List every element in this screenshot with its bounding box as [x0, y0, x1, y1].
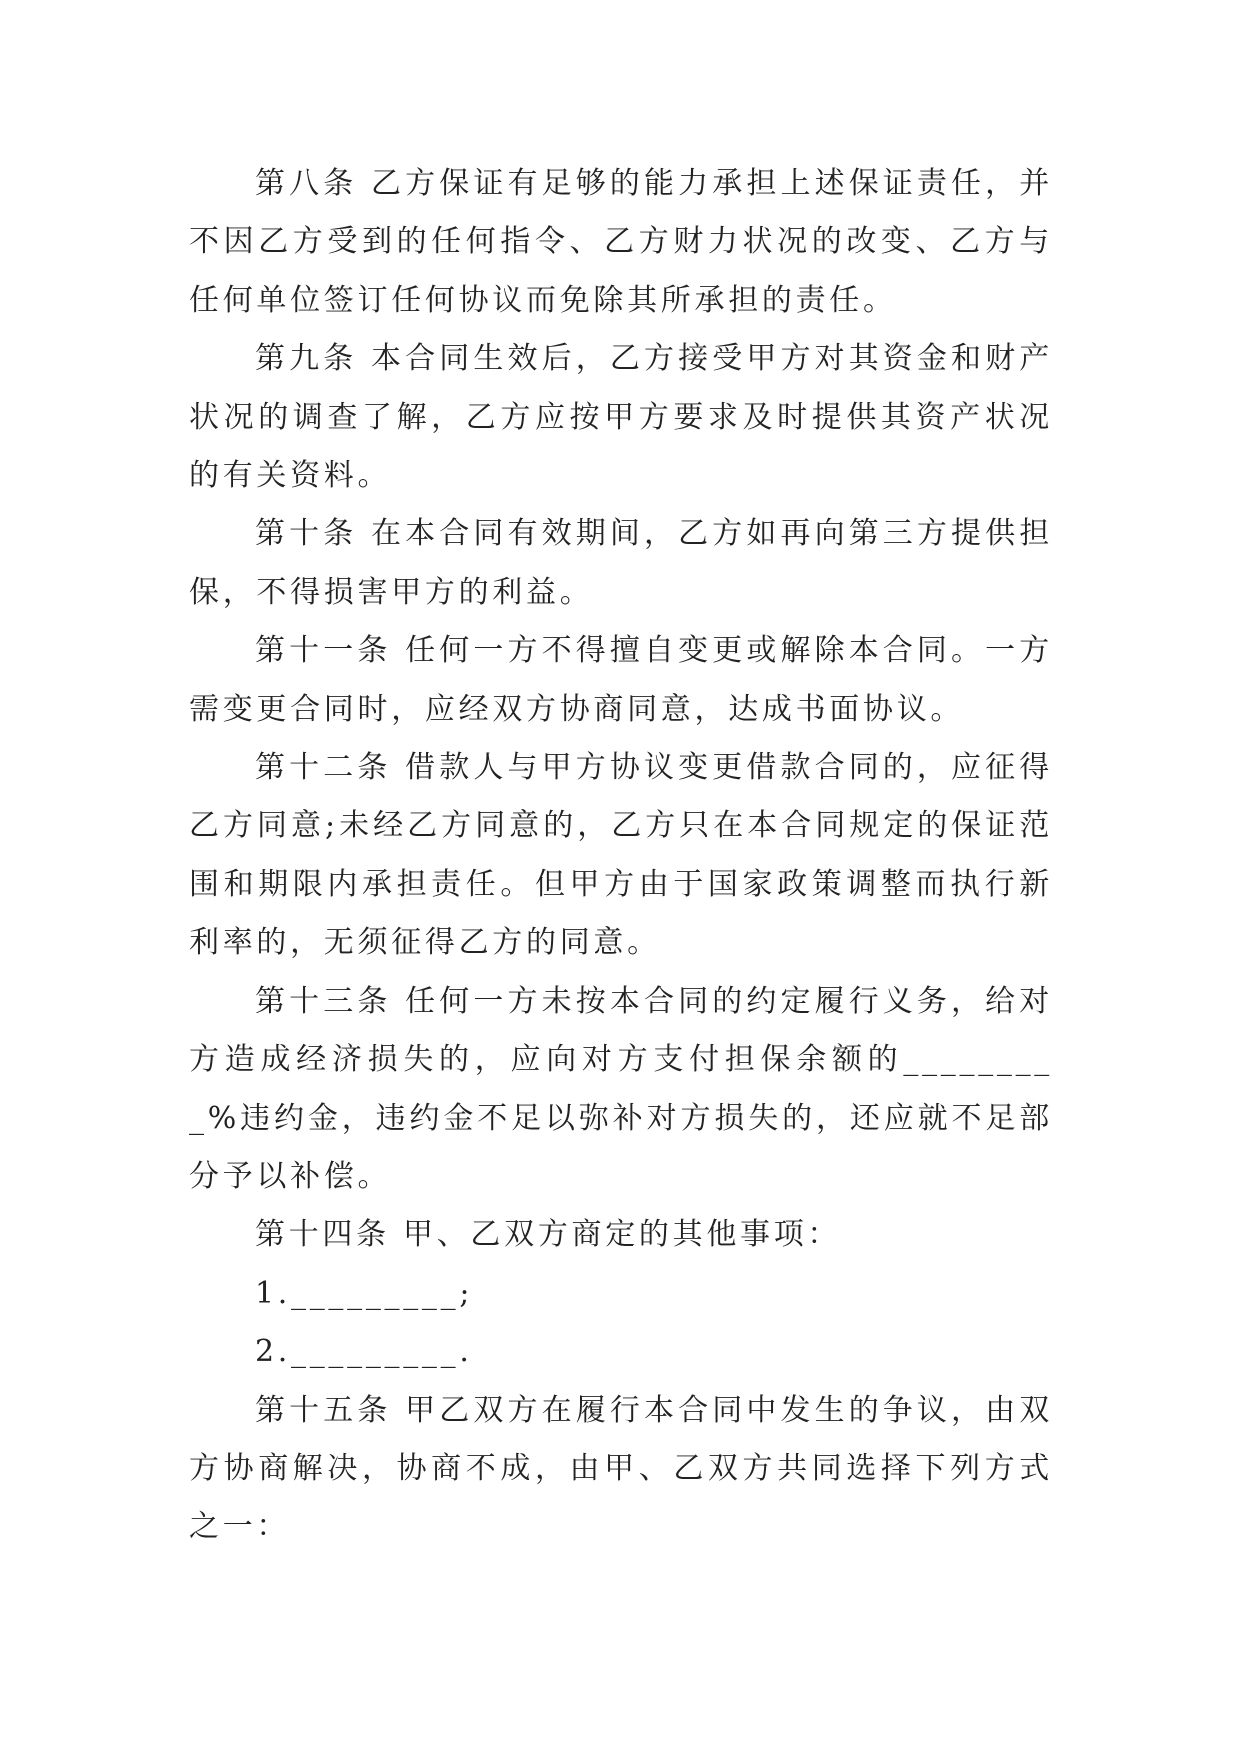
- document-body: [189, 155, 1053, 1557]
- list-item-1: 1._________;: [255, 1275, 474, 1311]
- article-14-paragraph: 第十四条 甲、乙双方商定的其他事项：: [255, 1217, 842, 1253]
- list-item-2: 2._________.: [255, 1334, 473, 1370]
- article-15-paragraph: 第十五条 甲乙双方在履行本合同中发生的争议，由双方协商解决，协商不成，由甲、乙双方共同选择下列方式之一：: [189, 1392, 1053, 1545]
- article-9-paragraph: 第九条 本合同生效后，乙方接受甲方对其资金和财产状况的调查了解，乙方应按甲方要求及时提供其资产状况的有关资料。: [189, 341, 1053, 494]
- article-10-paragraph: 第十条 在本合同有效期间，乙方如再向第三方提供担保，不得损害甲方的利益。: [189, 516, 1053, 610]
- article-8-paragraph: 第八条 乙方保证有足够的能力承担上述保证责任，并不因乙方受到的任何指令、乙方财力状况的改变、乙方与任何单位签订任何协议而免除其所承担的责任。: [189, 166, 1053, 318]
- article-13-paragraph: 第十三条 任何一方未按本合同的约定履行义务，给对方造成经济损失的，应向对方支付担保余额的_________%违约金，违约金不足以弥补对方损失的，还应就不足部分予以补偿。: [189, 983, 1053, 1194]
- article-12-paragraph: 第十二条 借款人与甲方协议变更借款合同的，应征得乙方同意;未经乙方同意的，乙方只在本合同规定的保证范围和期限内承担责任。但甲方由于国家政策调整而执行新利率的，无须征得乙方的同意。: [189, 750, 1053, 961]
- article-11-paragraph: 第十一条 任何一方不得擅自变更或解除本合同。一方需变更合同时，应经双方协商同意，达成书面协议。: [189, 633, 1053, 727]
